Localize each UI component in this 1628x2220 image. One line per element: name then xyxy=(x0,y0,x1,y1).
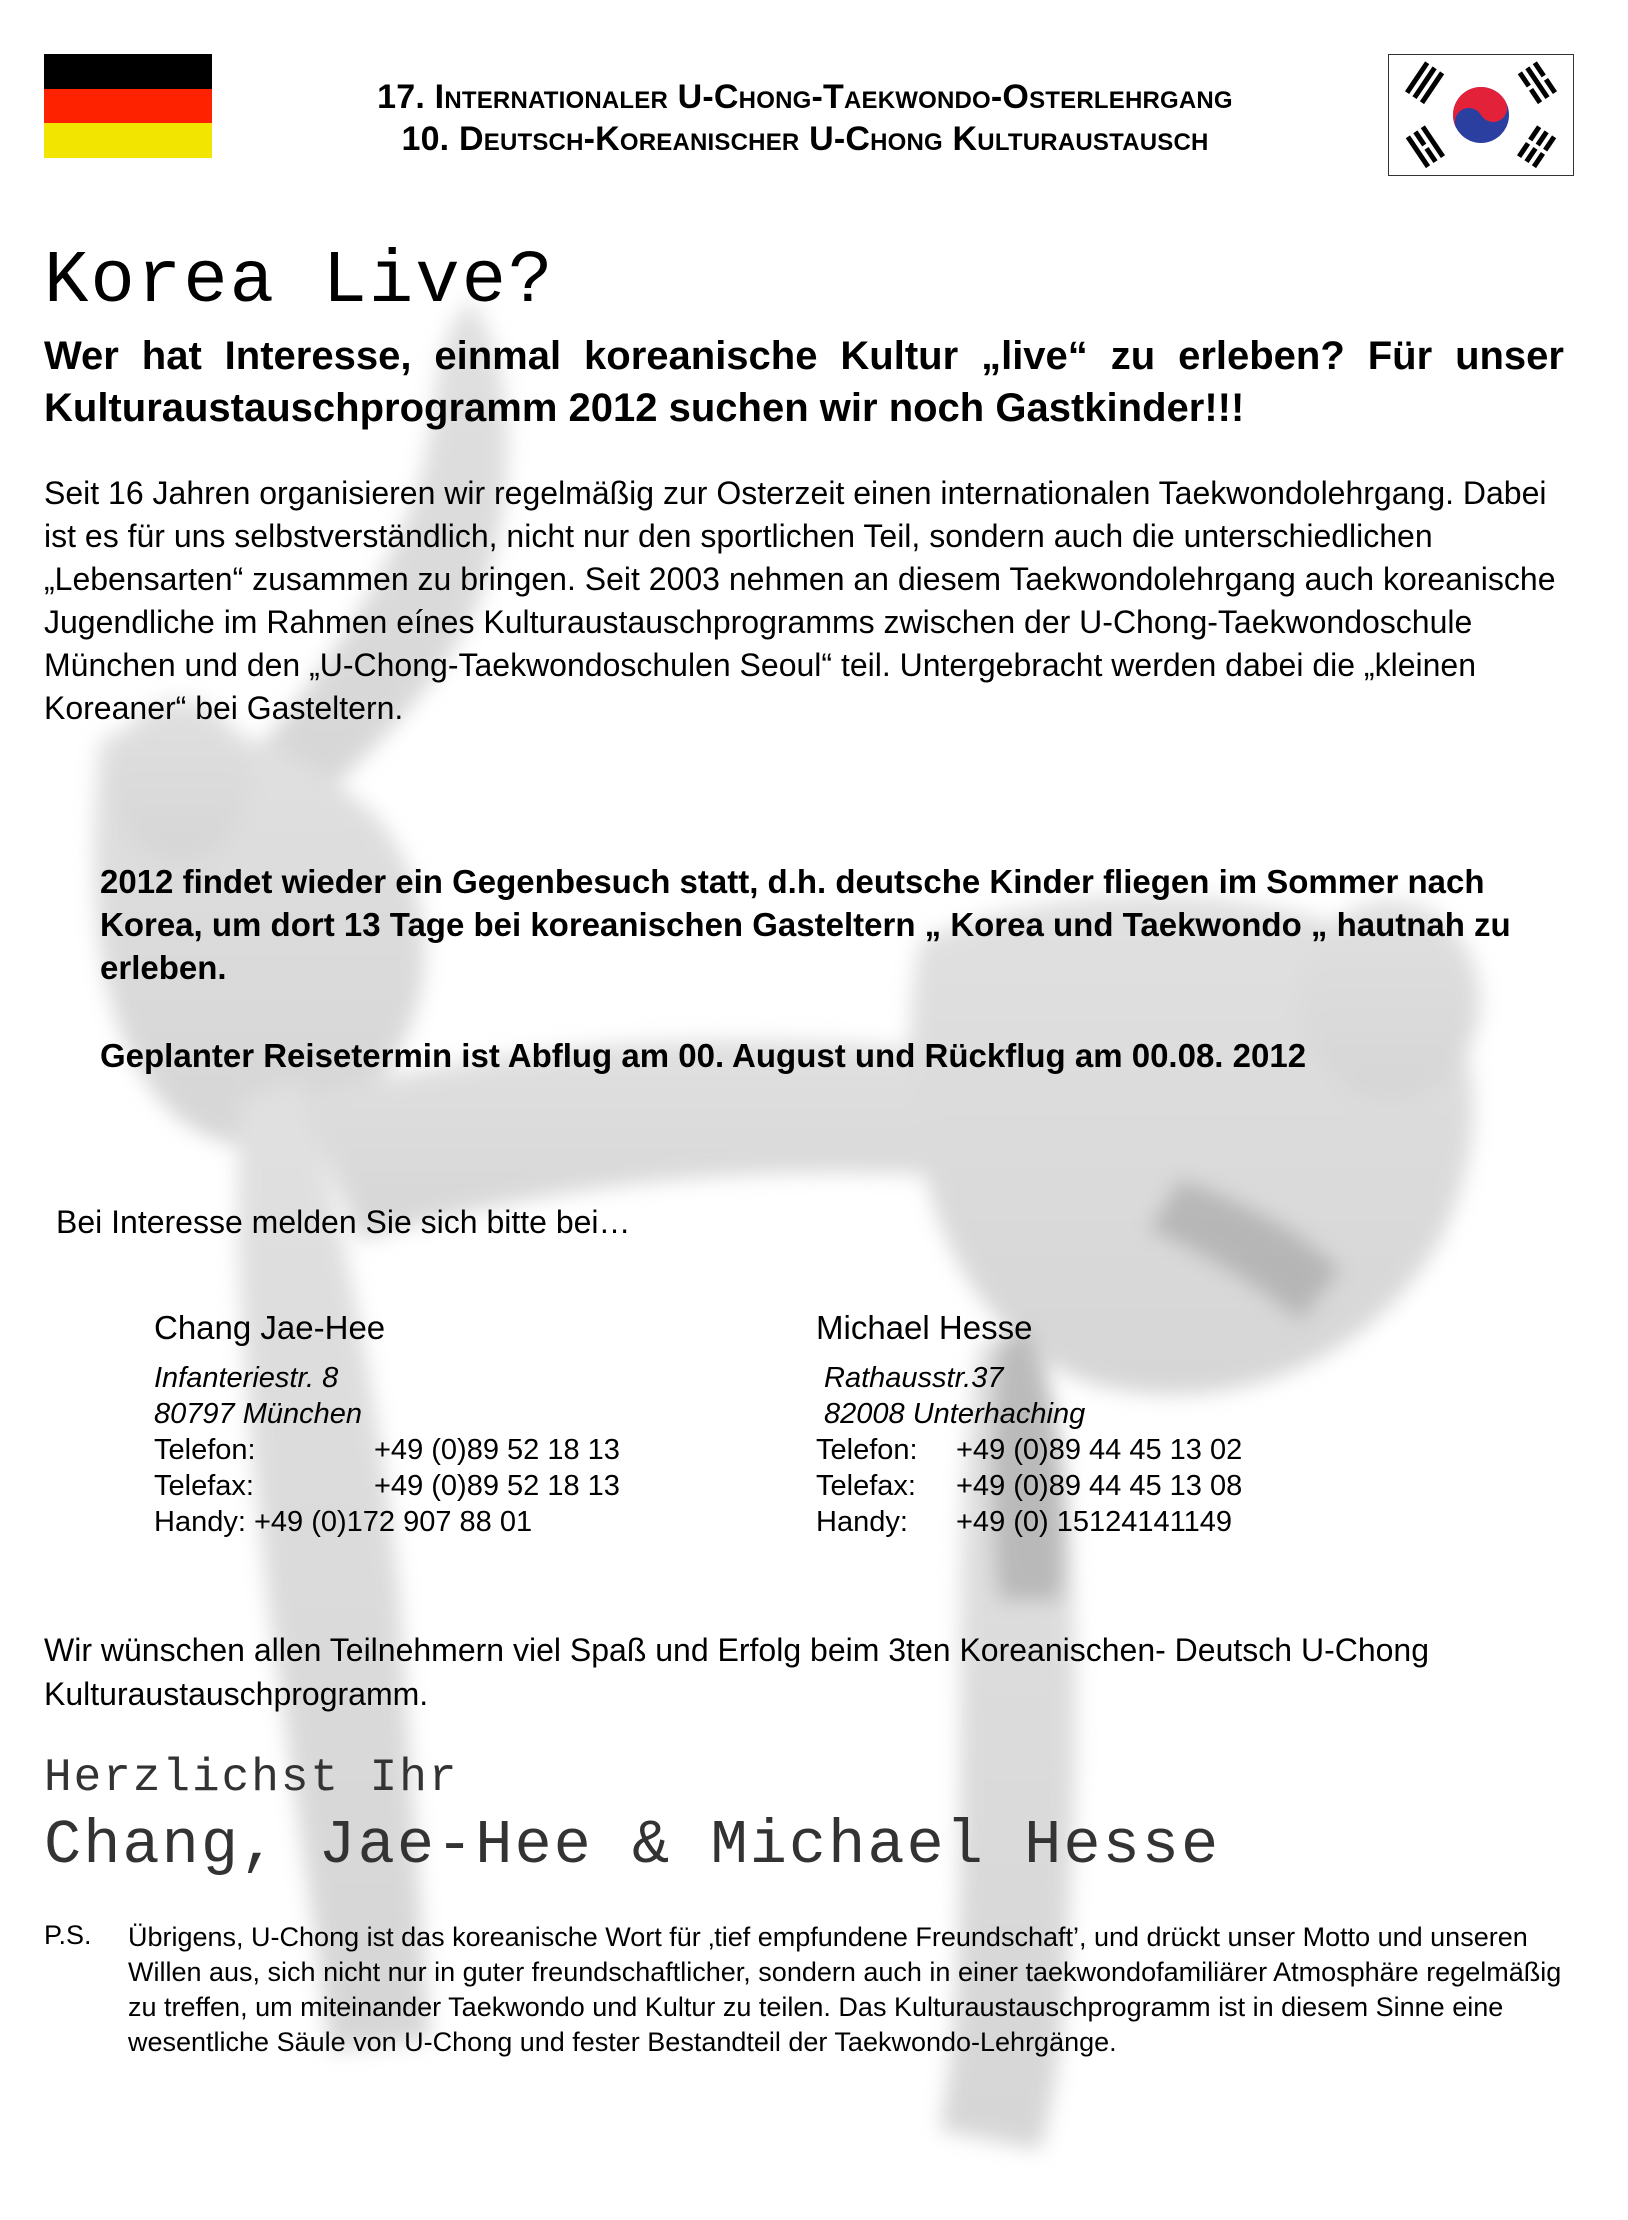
highlight-paragraph: 2012 findet wieder ein Gegenbesuch statt, d.h. deutsche Kinder fliegen im Sommer nach Korea, um dort 13 Tage bei koreanischen Gasteltern „ Korea und Taekwondo „ hautnah zu erleben. xyxy=(100,863,1511,986)
contact-card-hesse xyxy=(816,1310,1242,1540)
intro-paragraph: Seit 16 Jahren organisieren wir regelmäßig zur Osterzeit einen internationalen Taekwondolehrgang. Dabei ist es für uns selbstverständlich, nicht nur den sportlichen Teil, sondern auch die unterschiedlichen „Lebensarten“ zusammen zu bringen. Seit 2003 nehmen an diesem Taekwondolehrgang auch koreanische Jugendliche im Rahmen eínes Kulturaustauschprogramms zwischen der U-Chong-Taekwondoschule München und den „U-Chong-Taekwondoschulen Seoul“ teil. Untergebracht werden dabei die „kleinen Koreaner“ bei Gasteltern. xyxy=(44,475,1556,726)
german-flag-icon xyxy=(44,54,212,158)
contact-name: Michael Hesse xyxy=(816,1309,1033,1346)
contact-fax-row xyxy=(816,1468,1242,1504)
contact-card-chang xyxy=(154,1310,620,1540)
lead-paragraph: Wer hat Interesse, einmal koreanische Kultur „live“ zu erleben? Für unser Kulturaustauschprogramm 2012 suchen wir noch Gastkinder!!! xyxy=(44,334,1564,430)
signature-names: Chang, Jae-Hee & Michael Hesse xyxy=(44,1810,1221,1881)
page-title: Korea Live? xyxy=(44,240,555,324)
contact-mobile-row xyxy=(154,1504,620,1540)
contact-phone-row xyxy=(816,1432,1242,1468)
flag-stripe-gold xyxy=(44,123,212,158)
contact-fax-row xyxy=(154,1468,620,1504)
contact-mobile-row xyxy=(816,1504,1242,1540)
mobile-label: Handy: xyxy=(816,1506,908,1538)
contact-phone-row xyxy=(154,1432,620,1468)
fax-number: +49 (0)89 52 18 13 xyxy=(374,1470,620,1502)
contact-street: Infanteriestr. 8 xyxy=(154,1362,339,1394)
greeting: Herzlichst Ihr xyxy=(44,1752,459,1804)
flag-stripe-black xyxy=(44,54,212,89)
contact-name: Chang Jae-Hee xyxy=(154,1309,386,1346)
phone-number: +49 (0)89 52 18 13 xyxy=(374,1434,620,1466)
fax-label: Telefax: xyxy=(154,1470,254,1502)
contact-street: Rathausstr.37 xyxy=(824,1362,1004,1394)
header-line-2: 10. Deutsch-Koreanischer U-Chong Kulturaustausch xyxy=(401,120,1209,158)
closing-wish: Wir wünschen allen Teilnehmern viel Spaß und Erfolg beim 3ten Koreanischen- Deutsch U-Chong Kulturaustauschprogramm. xyxy=(44,1632,1430,1712)
phone-number: +49 (0)89 44 45 13 02 xyxy=(956,1434,1243,1466)
contact-intro: Bei Interesse melden Sie sich bitte bei… xyxy=(56,1204,631,1240)
postscript-text: Übrigens, U-Chong ist das koreanische Wort für ‚tief empfundene Freundschaft’, und drückt unser Motto und unseren Willen aus, sich nicht nur in guter freundschaftlicher, sondern auch in einer taekwondofamiliärer Atmosphäre regelmäßig zu treffen, um miteinander Taekwondo und Kultur zu teilen. Das Kulturaustauschprogramm ist in diesem Sinne eine wesentliche Säule von U-Chong und fester Bestandteil der Taekwondo-Lehrgänge. xyxy=(128,1922,1562,2057)
mobile-label: Handy: xyxy=(154,1506,246,1538)
fax-label: Telefax: xyxy=(816,1470,916,1502)
phone-label: Telefon: xyxy=(816,1434,918,1466)
south-korean-flag-icon xyxy=(1388,54,1574,176)
travel-date-paragraph: Geplanter Reisetermin ist Abflug am 00. August und Rückflug am 00.08. 2012 xyxy=(100,1037,1307,1074)
contact-city: 80797 München xyxy=(154,1398,362,1430)
phone-label: Telefon: xyxy=(154,1434,256,1466)
flag-stripe-red xyxy=(44,89,212,124)
header-line-1: 17. Internationaler U-Chong-Taekwondo-Osterlehrgang xyxy=(377,78,1233,116)
mobile-number: +49 (0)172 907 88 01 xyxy=(253,1506,533,1538)
mobile-number: +49 (0) 15124141149 xyxy=(956,1506,1233,1538)
contact-city: 82008 Unterhaching xyxy=(824,1398,1086,1430)
fax-number: +49 (0)89 44 45 13 08 xyxy=(956,1470,1243,1502)
postscript-label: P.S. xyxy=(44,1920,92,1950)
